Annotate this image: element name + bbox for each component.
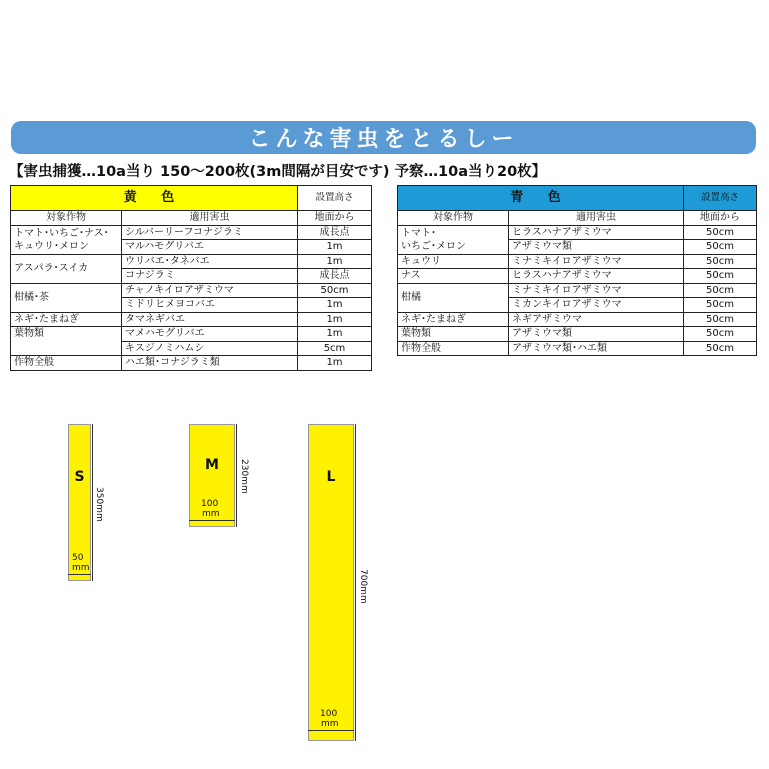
trap-l-height-line (355, 424, 356, 741)
height-cell: 1m (298, 327, 372, 342)
pest-cell: ミカンキイロアザミウマ (509, 298, 684, 313)
height-cell: 50cm (684, 254, 757, 269)
crop-cell: アスパラ･スイカ (11, 254, 122, 283)
blue-col-pest: 適用害虫 (509, 211, 684, 226)
trap-m-height-line (236, 424, 237, 527)
table-row (11, 327, 372, 342)
crop-cell: 作物全般 (11, 356, 122, 371)
pest-cell: シルバーリーフコナジラミ (122, 225, 298, 240)
height-cell: 50cm (298, 283, 372, 298)
height-cell: 成長点 (298, 225, 372, 240)
trap-l-label: L (326, 469, 336, 485)
trap-m-width-dim-2: mm (202, 509, 220, 519)
table-row (398, 225, 757, 240)
pest-cell: アザミウマ類 (509, 240, 684, 255)
trap-s-height-dim: 350mm (94, 487, 104, 522)
banner-title: こんな害虫をとるしー (248, 127, 519, 152)
table-row (11, 225, 372, 240)
height-cell: 50cm (684, 341, 757, 356)
height-cell: 50cm (684, 225, 757, 240)
trap-m-height-dim: 230mm (239, 459, 249, 494)
pest-cell: キスジノミハムシ (122, 341, 298, 356)
trap-m-label: M (205, 457, 219, 473)
crop-cell: 葉物類 (398, 327, 509, 342)
trap-l-width-line (308, 730, 354, 731)
yellow-col-crop: 対象作物 (11, 211, 122, 226)
blue-col-crop: 対象作物 (398, 211, 509, 226)
table-row (398, 312, 757, 327)
height-cell: 5cm (298, 341, 372, 356)
table-row (398, 269, 757, 284)
title-banner (11, 121, 756, 154)
trap-s-height-line (92, 424, 93, 581)
pest-cell: チャノキイロアザミウマ (122, 283, 298, 298)
pest-cell: ハエ類･コナジラミ類 (122, 356, 298, 371)
yellow-col-height: 地面から (298, 211, 372, 226)
height-cell: 1m (298, 254, 372, 269)
pest-cell: アザミウマ類･ハエ類 (509, 341, 684, 356)
trap-s-width-line (68, 574, 91, 575)
pest-cell: ヒラスハナアザミウマ (509, 225, 684, 240)
trap-l (308, 424, 354, 741)
pest-cell: コナジラミ (122, 269, 298, 284)
height-cell: 50cm (684, 240, 757, 255)
height-cell: 50cm (684, 283, 757, 298)
trap-s-width-dim-1: 50 (72, 553, 84, 563)
height-cell: 成長点 (298, 269, 372, 284)
table-row (11, 312, 372, 327)
height-cell: 1m (298, 312, 372, 327)
pest-cell: マルハモグリバエ (122, 240, 298, 255)
yellow-col-pest: 適用害虫 (122, 211, 298, 226)
pest-cell: タマネギバエ (122, 312, 298, 327)
pest-cell: ミドリヒメヨコバエ (122, 298, 298, 313)
table-row (398, 341, 757, 356)
table-row (11, 254, 372, 269)
table-row (11, 356, 372, 371)
height-cell: 1m (298, 240, 372, 255)
crop-cell: 柑橘･茶 (11, 283, 122, 312)
height-cell: 50cm (684, 269, 757, 284)
pest-cell: ウリバエ･タネバエ (122, 254, 298, 269)
pest-cell: ミナミキイロアザミウマ (509, 254, 684, 269)
subtitle: 【害虫捕獲…10a当り 150〜200枚(3m間隔が目安です) 予察…10a当り20枚】 (9, 164, 547, 180)
pest-cell: マメハモグリバエ (122, 327, 298, 342)
pest-cell: ネギアザミウマ (509, 312, 684, 327)
crop-cell: 柑橘 (398, 283, 509, 312)
crop-cell: 葉物類 (11, 327, 122, 356)
height-cell: 50cm (684, 298, 757, 313)
pest-cell: アザミウマ類 (509, 327, 684, 342)
crop-cell: 作物全般 (398, 341, 509, 356)
yellow-table-title: 黄 色 (11, 186, 298, 211)
blue-col-height: 地面から (684, 211, 757, 226)
trap-l-width-dim-2: mm (321, 719, 339, 729)
crop-cell: ネギ･たまねぎ (11, 312, 122, 327)
trap-m-width-line (189, 520, 235, 521)
height-cell: 50cm (684, 312, 757, 327)
pest-cell: ミナミキイロアザミウマ (509, 283, 684, 298)
table-row (398, 254, 757, 269)
trap-s-width-dim-2: mm (72, 563, 90, 573)
crop-cell: トマト･いちご･ナス･ キュウリ･メロン (11, 225, 122, 254)
yellow-table (10, 185, 372, 371)
trap-m-width-dim-1: 100 (201, 499, 219, 509)
blue-height-header: 設置高さ (684, 186, 757, 211)
height-cell: 50cm (684, 327, 757, 342)
trap-l-width-dim-1: 100 (320, 709, 338, 719)
height-cell: 1m (298, 356, 372, 371)
trap-s-label: S (74, 469, 85, 485)
blue-table (397, 185, 757, 356)
crop-cell: ネギ･たまねぎ (398, 312, 509, 327)
blue-table-title: 青 色 (398, 186, 684, 211)
yellow-height-header: 設置高さ (298, 186, 372, 211)
table-row (11, 283, 372, 298)
crop-cell: ナス (398, 269, 509, 284)
table-row (398, 283, 757, 298)
crop-cell: キュウリ (398, 254, 509, 269)
crop-cell: トマト･ いちご･メロン (398, 225, 509, 254)
pest-cell: ヒラスハナアザミウマ (509, 269, 684, 284)
height-cell: 1m (298, 298, 372, 313)
trap-l-height-dim: 700mm (358, 569, 368, 604)
